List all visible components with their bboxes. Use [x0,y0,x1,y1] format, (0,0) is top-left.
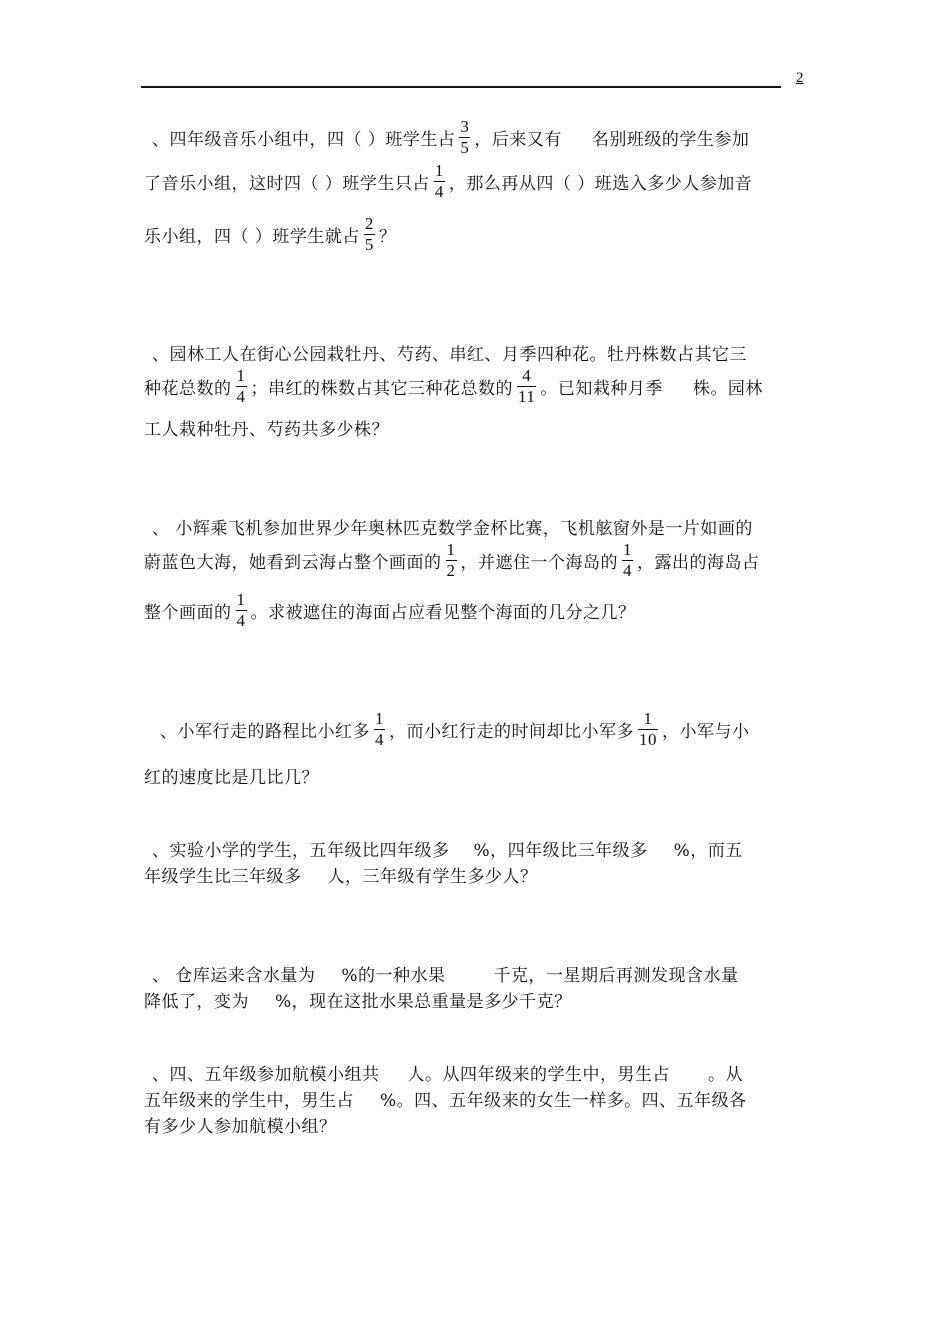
problem-line [144,862,538,887]
problem-line [144,763,319,788]
fraction [459,118,470,157]
fraction-denominator: 11 [518,386,536,406]
problem-line [160,710,750,749]
problem-line [152,340,747,365]
fraction [517,367,536,406]
fraction [364,215,375,254]
problem-text: 、实验小学的学生，五年级比四年级多 [152,841,450,861]
fraction-numerator: 1 [643,709,653,728]
problem-text: ，并遮住一个海岛的 [460,552,618,573]
fraction-numerator: 1 [375,709,384,728]
problem-text: ；串红的株数占其它三种花总数的 [250,378,513,399]
problem-line [152,514,753,539]
fraction-numerator: 1 [236,366,246,385]
fraction [236,367,247,406]
problem-text: 、小军行走的路程比小红多 [160,721,370,742]
problem-text: 人，三年级有学生多少人？ [327,867,538,887]
problem-text: %的一种水果 [341,966,446,986]
problem-line [144,1112,337,1137]
problem-text: ，那么再从四（ ）班选入多少人参加音 [448,173,753,194]
problem-line [152,961,739,986]
fraction-numerator: 1 [446,540,456,559]
problem-text: 了音乐小组，这时四（ ）班学生只占 [144,173,430,194]
problem-text: 整个画面的 [144,602,232,623]
fraction [622,541,633,580]
problem-text: 、 小辉乘飞机参加世界少年奥林匹克数学金杯比赛，飞机舷窗外是一片如画的 [152,519,753,539]
fraction [638,710,658,749]
problem-text: 。已知栽种月季 [540,378,663,399]
problem-text: 有多少人参加航模小组？ [144,1117,337,1137]
fraction-denominator: 4 [623,560,632,580]
fraction [446,541,457,580]
problem-text: ，而小红行走的时间却比小军多 [389,721,634,742]
fraction [374,710,385,749]
fraction-denominator: 4 [375,729,384,749]
problem-text: 工人栽种牡丹、芍药共多少株？ [144,420,389,440]
problem-line [144,541,760,580]
problem-line [144,367,763,406]
problem-text: 降低了，变为 [144,992,249,1012]
problem-text: %。四、五年级来的女生一样多。四、五年级各 [380,1091,747,1111]
problem-text: ，后来又有 [474,129,562,150]
problem-text: 、四、五年级参加航模小组共 [152,1065,380,1085]
problem-text: %，现在这批水果总重量是多少千克？ [275,992,572,1012]
problem-text: ，露出的海岛占 [637,552,760,573]
problem-line [144,987,572,1012]
problem-line [144,591,636,630]
fraction-denominator: 4 [434,181,444,201]
problem-text: 、 仓库运来含水量为 [152,966,316,986]
fraction-denominator: 5 [364,234,374,254]
fraction [434,162,445,201]
problem-line [144,1086,747,1111]
problem-text: 千克，一星期后再测发现含水量 [493,966,739,986]
problem-text: %，而五 [673,841,743,861]
problem-line [152,118,749,157]
fraction-denominator: 4 [236,386,246,406]
problem-text: 乐小组，四（ ）班学生就占 [144,226,360,247]
problem-line [144,162,752,201]
problem-line [144,415,389,440]
problem-text: 名别班级的学生参加 [591,129,750,150]
problem-text: ？ [378,226,397,247]
fraction-numerator: 3 [460,117,470,136]
problem-line [144,215,396,254]
fraction-denominator: 10 [639,729,657,749]
header-rule [141,86,781,88]
problem-text: 。求被遮住的海面占应看见整个海面的几分之几？ [250,602,636,623]
fraction-numerator: 1 [623,540,632,559]
problem-text: ，小军与小 [662,721,750,742]
problem-line [152,1060,743,1085]
problem-text: 红的速度比是几比几？ [144,768,319,788]
fraction-denominator: 4 [236,610,246,630]
page-number: 2 [796,70,804,86]
problem-text: 株。园林 [692,378,763,399]
fraction-denominator: 5 [460,137,470,157]
problem-text: 人。从四年级来的学生中，男生占 [407,1065,670,1085]
fraction [236,591,247,630]
problem-text: 种花总数的 [144,378,232,399]
problem-text: %，四年级比三年级多 [473,841,648,861]
fraction-numerator: 1 [434,161,444,180]
problem-text: 五年级来的学生中，男生占 [144,1091,354,1111]
problem-text: 、园林工人在街心公园栽牡丹、芍药、串红、月季四种花。牡丹株数占其它三 [152,345,747,365]
problem-text: 。从 [708,1065,743,1085]
problem-line [152,836,743,861]
fraction-numerator: 4 [522,366,532,385]
problem-text: 年级学生比三年级多 [144,867,302,887]
fraction-numerator: 1 [236,590,246,609]
fraction-denominator: 2 [446,560,456,580]
problem-text: 蔚蓝色大海，她看到云海占整个画面的 [144,552,442,573]
problem-text: 、四年级音乐小组中，四（ ）班学生占 [152,129,456,150]
fraction-numerator: 2 [364,214,374,233]
